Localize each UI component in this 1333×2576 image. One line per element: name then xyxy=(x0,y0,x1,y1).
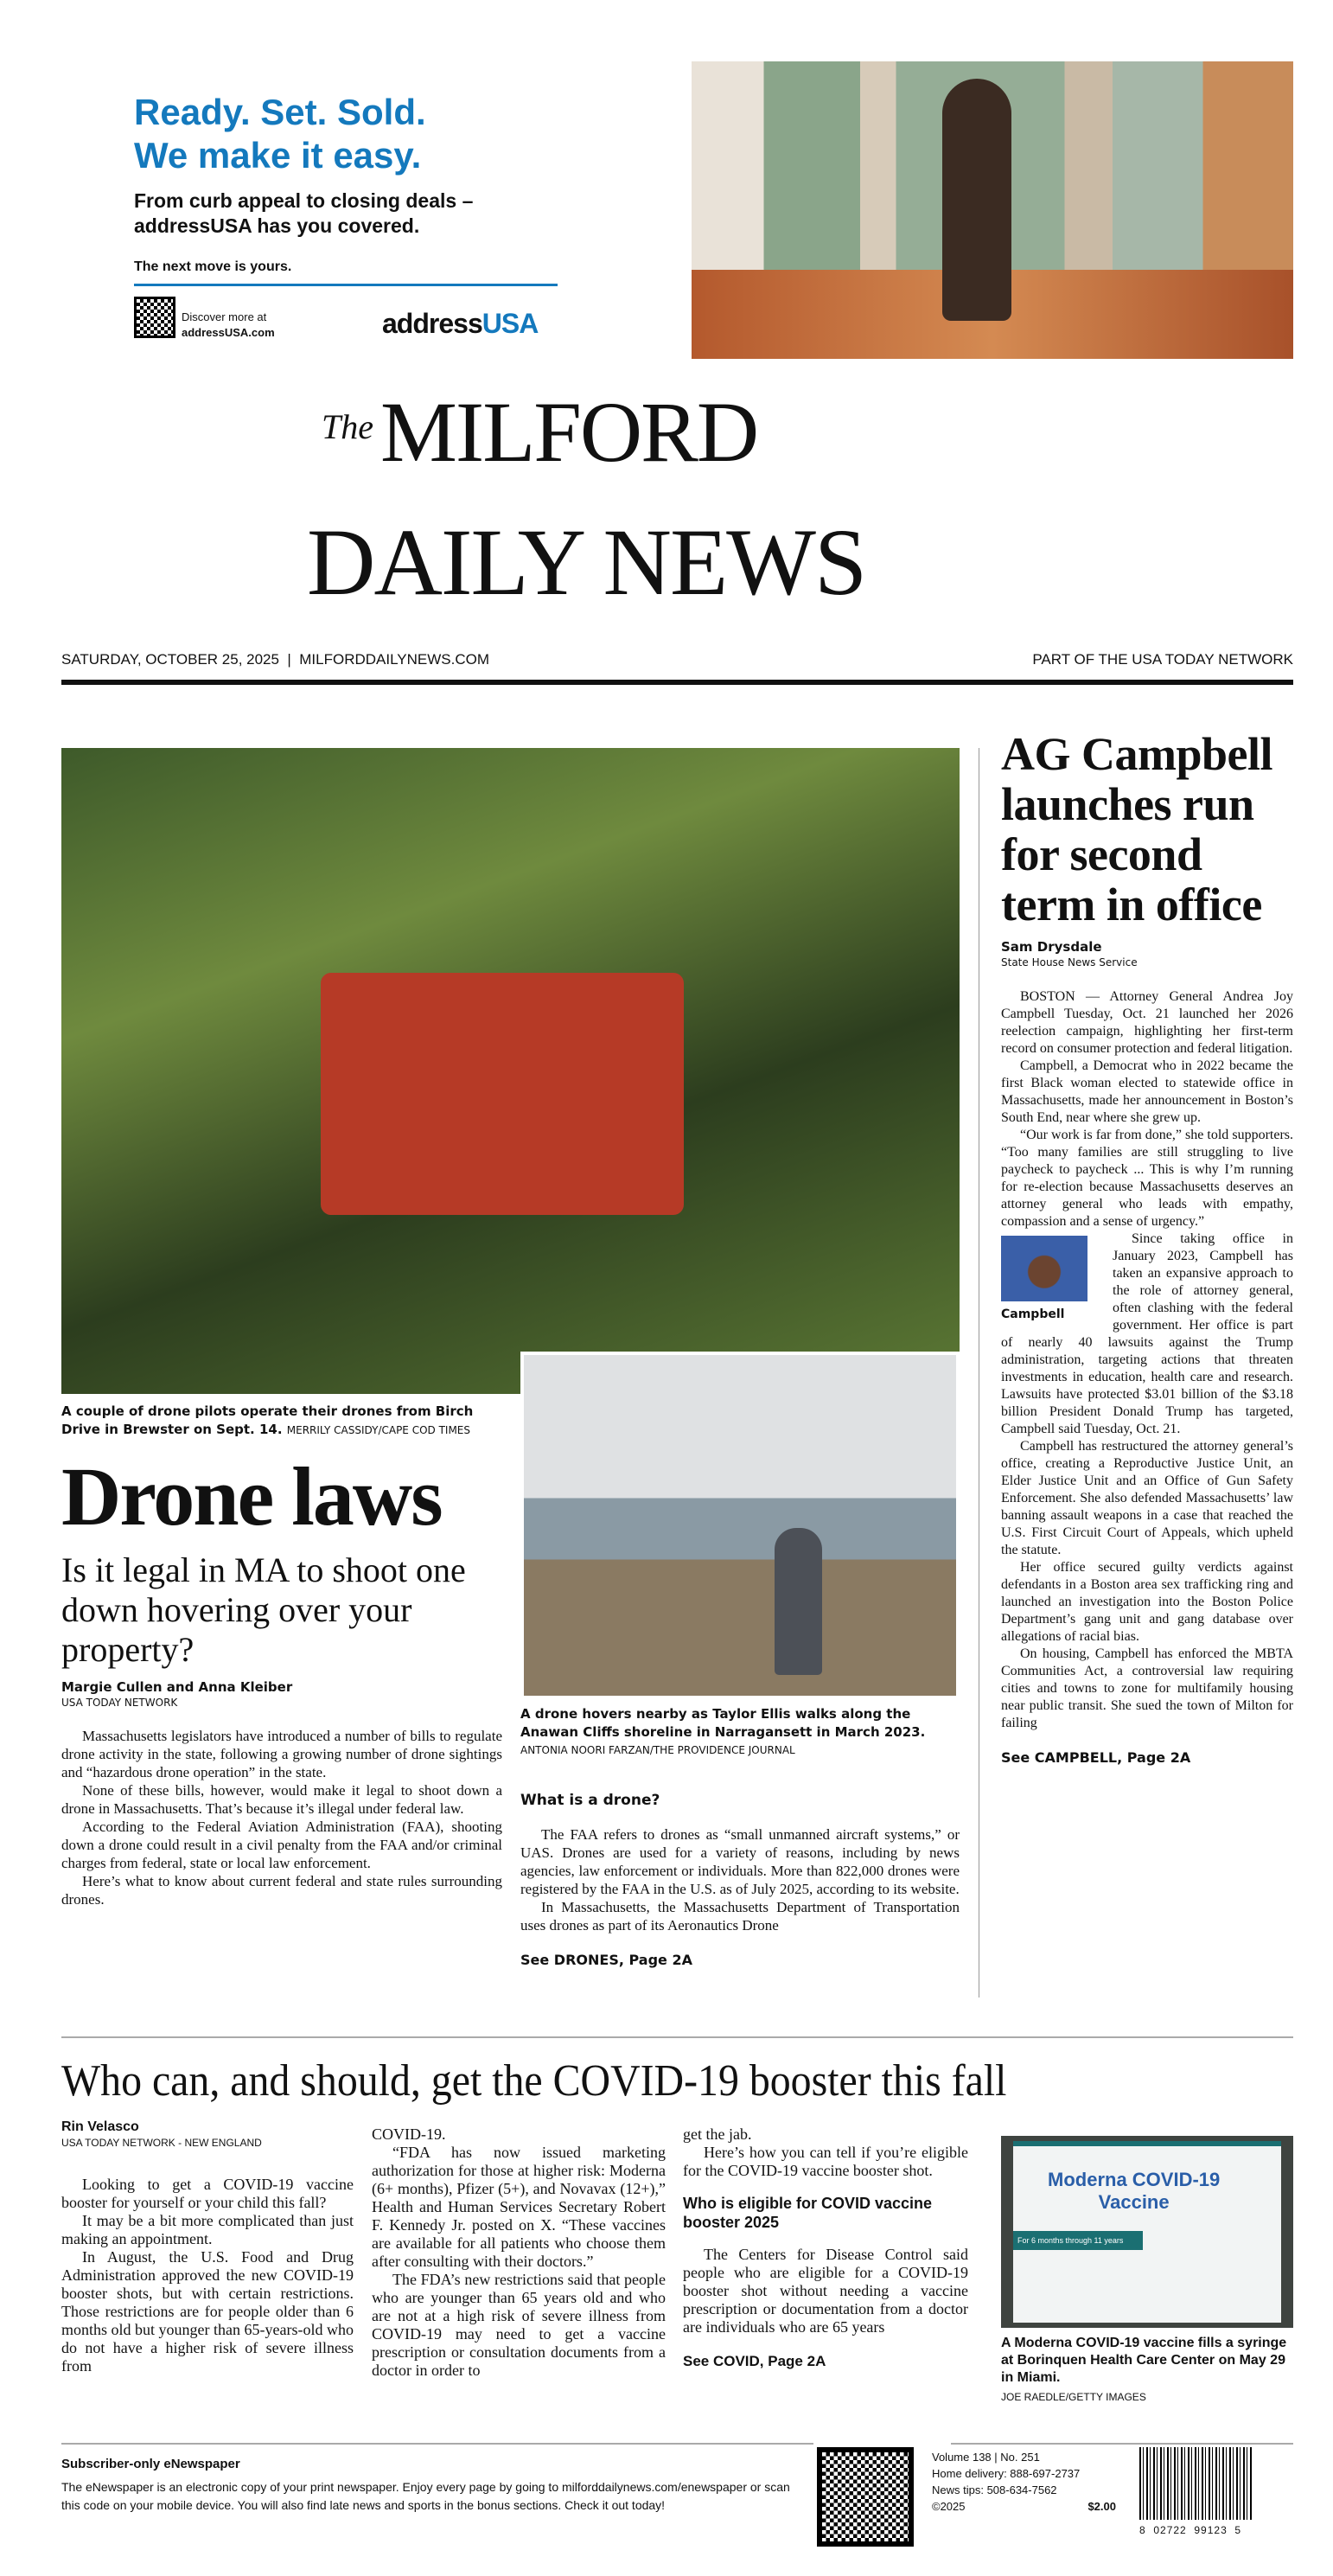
vaccine-caption-block xyxy=(1001,2335,1293,2404)
photo-person xyxy=(775,1528,822,1675)
paragraph: In August, the U.S. Food and Drug Administration approved the new COVID-19 booster shots, but with certain restrictions. Those restrictions are for people older than 6 months old but younger than 65-years-old who do not have a higher risk of severe illness from xyxy=(61,2248,354,2375)
vaccine-box xyxy=(1013,2141,1281,2323)
photo-credit: MERRILY CASSIDY/CAPE COD TIMES xyxy=(286,1424,471,1436)
campbell-photo-block xyxy=(1001,1236,1100,1322)
photo1-caption xyxy=(61,1403,502,1440)
caption-text: A couple of drone pilots operate their drones from Birch Drive in Brewster on Sept. 14. xyxy=(61,1403,474,1437)
ad-logo-a: address xyxy=(382,308,482,339)
paragraph: “FDA has now issued marketing authorization for those at higher risk: Moderna (6+ months), Pfizer (5+), and Novavax (12+),” Health and Human Services Secretary Robert F. Kennedy Jr. posted on X. “These vaccines are available for all patients who choose them after consulting with their doctors.” xyxy=(372,2144,666,2270)
ad-tagline: The next move is yours. xyxy=(134,259,292,274)
vaccine-band: For 6 months through 11 years xyxy=(1013,2231,1143,2250)
ad-photo-people xyxy=(942,79,1011,321)
dateline: SATURDAY, OCTOBER 25, 2025 | MILFORDDAILYNEWS.COM xyxy=(61,651,490,668)
drone-byline: Margie Cullen and Anna Kleiber xyxy=(61,1679,293,1695)
paragraph-continued: get the jab. xyxy=(683,2125,752,2143)
ag-byline: Sam Drysdale xyxy=(1001,939,1102,955)
masthead-line2[interactable]: DAILY NEWS xyxy=(307,509,866,615)
ag-org: State House News Service xyxy=(1001,956,1138,968)
vaccine-label-1: Moderna COVID-19 xyxy=(1048,2169,1221,2190)
photo2-caption xyxy=(520,1705,960,1760)
ad-sub-line2: addressUSA has you covered. xyxy=(134,214,420,237)
section-divider xyxy=(61,2036,1293,2038)
paragraph: The FAA refers to drones as “small unmanned aircraft systems,” or UAS. Drones are used for a variety of reasons, including by news agencies, law enforcement or individuals. More than 822,000 drones were registered by the FAA in the U.S. as of July 2025, according to its website. xyxy=(520,1826,960,1897)
drone-pilots-photo[interactable] xyxy=(61,748,960,1394)
news-tips: News tips: 508-634-7562 xyxy=(932,2483,1057,2496)
home-delivery: Home delivery: 888-697-2737 xyxy=(932,2467,1081,2480)
paragraph: According to the Federal Aviation Administration (FAA), shooting down a drone could result in a civil penalty from the FAA and/or criminal charges from federal, state or local law enforcement. xyxy=(61,1819,502,1871)
ad-divider xyxy=(134,284,558,286)
covid-byline: Rin Velasco xyxy=(61,2119,139,2134)
copyright: ©2025 xyxy=(932,2500,966,2513)
network-label: PART OF THE USA TODAY NETWORK xyxy=(1032,651,1293,668)
drone-body xyxy=(61,1727,502,1908)
covid-headline[interactable]: Who can, and should, get the COVID-19 booster this fall xyxy=(61,2056,1007,2106)
paragraph: Campbell has restructured the attorney general’s office, creating a Reproductive Justice Unit, an Elder Justice Unit and an Office of Gun Safety Enforcement. She also defended Massachusetts’ law banning assault weapons in a case that reached the U.S. First Circuit Court of Appeals, which upheld the statute. xyxy=(1001,1439,1293,1557)
covid-column-1-body xyxy=(61,2176,354,2375)
drone-article-column xyxy=(61,1403,502,1908)
ag-headline[interactable]: AG Campbell launches run for second term in office xyxy=(1001,728,1273,930)
paragraph: In Massachusetts, the Massachusetts Department of Transportation uses drones as part of its Aeronautics Drone xyxy=(520,1899,960,1934)
covid-column-2 xyxy=(372,2125,666,2380)
photo-credit: ANTONIA NOORI FARZAN/THE PROVIDENCE JOURNAL xyxy=(520,1744,795,1756)
vaccine-photo-credit: JOE RAEDLE/GETTY IMAGES xyxy=(1001,2391,1146,2403)
ag-jump-link[interactable]: See CAMPBELL, Page 2A xyxy=(1001,1749,1191,1766)
paragraph: On housing, Campbell has enforced the MBTA Communities Act, a controversial law requiring cities and towns to zone for multifamily housing near public transit. She sued the town of Milton for failing xyxy=(1001,1646,1293,1730)
vaccine-photo-caption: A Moderna COVID-19 vaccine fills a syringe at Borinquen Health Care Center on May 29 in Miami. xyxy=(1001,2336,1287,2385)
paragraph: The FDA’s new restrictions said that people who are younger than 65 years old and who are not at a high risk of severe illness from COVID-19 may need to get a vaccine prescription or consultation documents from a doctor in order to xyxy=(372,2271,666,2379)
masthead-rule xyxy=(61,680,1293,685)
ad-logo-b: USA xyxy=(482,308,539,339)
paragraph: Her office secured guilty verdicts against defendants in a Boston area sex trafficking ring and launched an investigation into the Boston Police Department’s gang unit and gang database over allegations of racial bias. xyxy=(1001,1560,1293,1644)
ad-qr-code[interactable] xyxy=(134,297,175,338)
drone-body-continued xyxy=(520,1825,960,1934)
drone-jump-link[interactable]: See DRONES, Page 2A xyxy=(520,1952,692,1968)
drone-section-heading: What is a drone? xyxy=(520,1792,660,1809)
covid-jump-link[interactable]: See COVID, Page 2A xyxy=(683,2353,826,2369)
paragraph: Massachusetts legislators have introduced a number of bills to regulate drone activity in the state, following a growing number of drone sightings and “hazardous drone operation” in the state. xyxy=(61,1728,502,1780)
paragraph: Here’s how you can tell if you’re eligible for the COVID-19 vaccine booster shot. xyxy=(683,2144,968,2179)
issue-info xyxy=(932,2449,1116,2515)
covid-column-3-body xyxy=(683,2125,968,2180)
vaccine-photo[interactable] xyxy=(1001,2136,1293,2328)
covid-column-3-body-2 xyxy=(683,2246,968,2336)
enewspaper-title: Subscriber-only eNewspaper xyxy=(61,2457,240,2471)
ad-photo[interactable] xyxy=(692,61,1293,359)
photo-truck xyxy=(321,973,684,1215)
ad-subtext xyxy=(134,189,473,239)
enewspaper-text: The eNewspaper is an electronic copy of your print newspaper. Enjoy every page by going to milforddailynews.com/enewspaper or scan this code on your mobile device. You will also find late news and sports in the bonus sections. Check it out today! xyxy=(61,2480,790,2512)
copyright-price-row xyxy=(932,2498,1116,2515)
masthead-the: The xyxy=(322,407,373,446)
campbell-photo-caption: Campbell xyxy=(1001,1307,1065,1321)
price: $2.00 xyxy=(1087,2500,1116,2513)
barcode xyxy=(1139,2447,1252,2520)
paragraph: Looking to get a COVID-19 vaccine booster for yourself or your child this fall? xyxy=(61,2176,354,2211)
enewspaper-qr-code[interactable] xyxy=(817,2447,914,2547)
barcode-number: 8 02722 99123 5 xyxy=(1139,2524,1242,2536)
paragraph: BOSTON — Attorney General Andrea Joy Campbell Tuesday, Oct. 21 launched her 2026 reelection campaign, highlighting her first-term record on consumer protection and federal litigation. xyxy=(1001,989,1293,1056)
ad-headline-line2: We make it easy. xyxy=(134,135,422,176)
vaccine-label-2: Vaccine xyxy=(1098,2191,1170,2213)
covid-org: USA TODAY NETWORK - NEW ENGLAND xyxy=(61,2137,262,2149)
ad-sub-line1: From curb appeal to closing deals – xyxy=(134,189,474,212)
ad-discover[interactable] xyxy=(182,310,275,341)
ag-article-column xyxy=(1001,729,1293,1767)
ad-discover-url: addressUSA.com xyxy=(182,326,275,339)
footer-rule xyxy=(951,2443,1293,2445)
drone-article-column-2 xyxy=(520,1705,960,1969)
drone-headline[interactable]: Drone laws xyxy=(61,1450,442,1543)
ad-headline[interactable] xyxy=(134,91,426,177)
paragraph: It may be a bit more complicated than just making an appointment. xyxy=(61,2212,354,2247)
paragraph: Since taking office in January 2023, Campbell has taken an expansive approach to the role of attorney general, often clashing with the federal government. Her office is part of nearly 40 lawsuits against the Trump administration, targeting actions that threaten investments in education, health care and research. Lawsuits have protected $3.01 billion of the $3.18 billion President Donald Trump has targeted, Campbell said Tuesday, Oct. 21. xyxy=(1001,1231,1293,1436)
paragraph: Campbell, a Democrat who in 2022 became the first Black woman elected to statewide office in Massachusetts, made her announcement in Boston’s South End, near where she grew up. xyxy=(1001,1058,1293,1125)
ag-body xyxy=(1001,988,1293,1732)
paragraph-continued: COVID-19. xyxy=(372,2125,446,2143)
masthead-line1[interactable]: MILFORD xyxy=(380,384,758,480)
paragraph: The Centers for Disease Control said people who are eligible for a COVID-19 booster shot without needing a vaccine prescription or documentation from a doctor are individuals who are 65 years xyxy=(683,2246,968,2336)
shoreline-drone-photo[interactable] xyxy=(520,1352,960,1699)
paragraph: Here’s what to know about current federal and state rules surrounding drones. xyxy=(61,1873,502,1908)
vaccine-label xyxy=(1048,2169,1220,2214)
caption-text: A drone hovers nearby as Taylor Ellis walks along the Anawan Cliffs shoreline in Narragansett in March 2023. xyxy=(520,1706,926,1740)
ad-logo[interactable] xyxy=(382,308,538,340)
ad-headline-line1: Ready. Set. Sold. xyxy=(134,92,426,132)
ad-discover-text: Discover more at xyxy=(182,310,267,323)
footer-rule xyxy=(61,2443,813,2445)
covid-column-3 xyxy=(683,2125,968,2370)
volume: Volume 138 | No. 251 xyxy=(932,2451,1040,2464)
paragraph: None of these bills, however, would make it legal to shoot down a drone in Massachusetts. That’s because it’s illegal under federal law. xyxy=(61,1782,502,1817)
paragraph: “Our work is far from done,” she told supporters. “Too many families are still struggling to live paycheck to paycheck ... This is why I’m running for re-election because Massachusetts deserves an attorney general who leads with empathy, compassion and a sense of urgency.” xyxy=(1001,1128,1293,1229)
campbell-photo[interactable] xyxy=(1001,1236,1087,1301)
drone-org: USA TODAY NETWORK xyxy=(61,1697,178,1709)
covid-column-1 xyxy=(61,2119,354,2375)
drone-subhead[interactable]: Is it legal in MA to shoot one down hovering over your property? xyxy=(61,1550,466,1669)
covid-section-heading: Who is eligible for COVID vaccine booster 2025 xyxy=(683,2195,933,2231)
